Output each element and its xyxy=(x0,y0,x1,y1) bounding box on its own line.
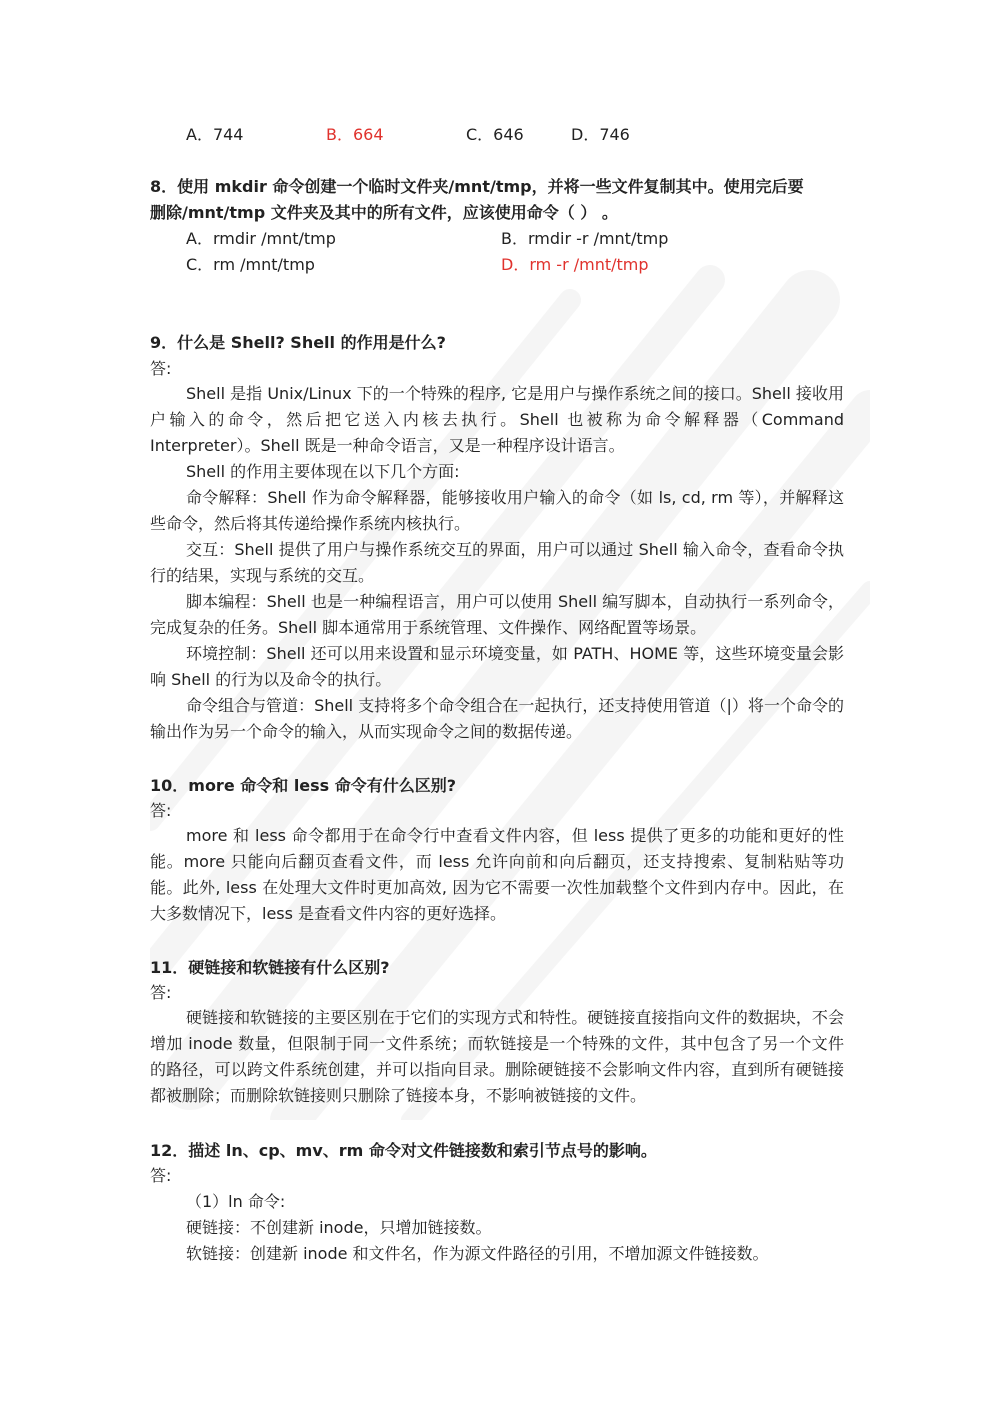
q10-question: 10．more 命令和 less 命令有什么区别? xyxy=(150,776,457,795)
q12-line: 软链接：创建新 inode 和文件名，作为源文件路径的引用，不增加源文件链接数。 xyxy=(186,1244,769,1263)
q11-question: 11．硬链接和软链接有什么区别? xyxy=(150,958,390,977)
q9-paragraph: 环境控制：Shell 还可以用来设置和显示环境变量，如 PATH、HOME 等，这些环境变量会影响 Shell 的行为以及命令的执行。 xyxy=(150,644,844,689)
q9-answer-label: 答: xyxy=(150,359,172,378)
q10-answer-body xyxy=(150,823,844,927)
q8-question-line1: 8．使用 mkdir 命令创建一个临时文件夹/mnt/tmp，并将一些文件复制其中。使用完后要 xyxy=(150,177,804,196)
q11-paragraph: 硬链接和软链接的主要区别在于它们的实现方式和特性。硬链接直接指向文件的数据块，不会增加 inode 数量，但限制于同一文件系统；而软链接是一个特殊的文件，其中包含了另一个文件的路径，可以跨文件系统创建，并可以指向目录。删除硬链接不会影响文件内容，直到所有硬链接都被删除；而删除软链接则只删除了链接本身，不影响被链接的文件。 xyxy=(150,1008,844,1105)
q9-paragraph: 命令组合与管道：Shell 支持将多个命令组合在一起执行，还支持使用管道（|）将一个命令的输出作为另一个命令的输入，从而实现命令之间的数据传递。 xyxy=(150,696,844,741)
q10-paragraph: more 和 less 命令都用于在命令行中查看文件内容，但 less 提供了更多的功能和更好的性能。more 只能向后翻页查看文件，而 less 允许向前和向后翻页，还支持搜索、复制粘贴等功能。此外, less 在处理大文件时更加高效, 因为它不需要一次性加载整个文件到内存中。因此，在大多数情况下，less 是查看文件内容的更好选择。 xyxy=(150,826,844,923)
q9-paragraph: 交互：Shell 提供了用户与操作系统交互的界面，用户可以通过 Shell 输入命令，查看命令执行的结果，实现与系统的交互。 xyxy=(150,540,844,585)
q12-line: （1）ln 命令: xyxy=(186,1192,286,1211)
q8-option-a: A．rmdir /mnt/tmp xyxy=(186,229,336,248)
q11-answer-label: 答: xyxy=(150,983,172,1002)
q12-answer-label: 答: xyxy=(150,1166,172,1185)
q9-question: 9．什么是 Shell? Shell 的作用是什么? xyxy=(150,333,446,352)
q11-answer-body xyxy=(150,1005,844,1109)
q9-answer-body xyxy=(150,381,844,745)
q9-paragraph: Shell 的作用主要体现在以下几个方面: xyxy=(186,462,460,481)
q9-paragraph: Shell 是指 Unix/Linux 下的一个特殊的程序, 它是用户与操作系统之间的接口。Shell 接收用户输入的命令，然后把它送入内核去执行。Shell 也被称为命令解释器（Command Interpreter）。Shell 既是一种命令语言，又是一种程序设计语言。 xyxy=(150,384,844,455)
q12-question: 12．描述 ln、cp、mv、rm 命令对文件链接数和索引节点号的影响。 xyxy=(150,1141,657,1160)
q7-option-a: A．744 xyxy=(186,125,244,144)
q10-answer-label: 答: xyxy=(150,801,172,820)
q8-option-b: B．rmdir -r /mnt/tmp xyxy=(501,229,669,248)
q8-option-d-answer: D．rm -r /mnt/tmp xyxy=(501,255,649,274)
q7-option-d: D．746 xyxy=(571,125,630,144)
q12-line: 硬链接：不创建新 inode，只增加链接数。 xyxy=(186,1218,492,1237)
q8-question-line2: 删除/mnt/tmp 文件夹及其中的所有文件，应该使用命令（ ） 。 xyxy=(150,203,618,222)
q7-option-b-answer: B．664 xyxy=(326,125,384,144)
q8-option-c: C．rm /mnt/tmp xyxy=(186,255,315,274)
q7-option-c: C．646 xyxy=(466,125,524,144)
q9-paragraph: 命令解释：Shell 作为命令解释器，能够接收用户输入的命令（如 ls, cd, rm 等），并解释这些命令，然后将其传递给操作系统内核执行。 xyxy=(150,488,844,533)
q9-paragraph: 脚本编程：Shell 也是一种编程语言，用户可以使用 Shell 编写脚本，自动执行一系列命令，完成复杂的任务。Shell 脚本通常用于系统管理、文件操作、网络配置等场景。 xyxy=(150,592,844,637)
